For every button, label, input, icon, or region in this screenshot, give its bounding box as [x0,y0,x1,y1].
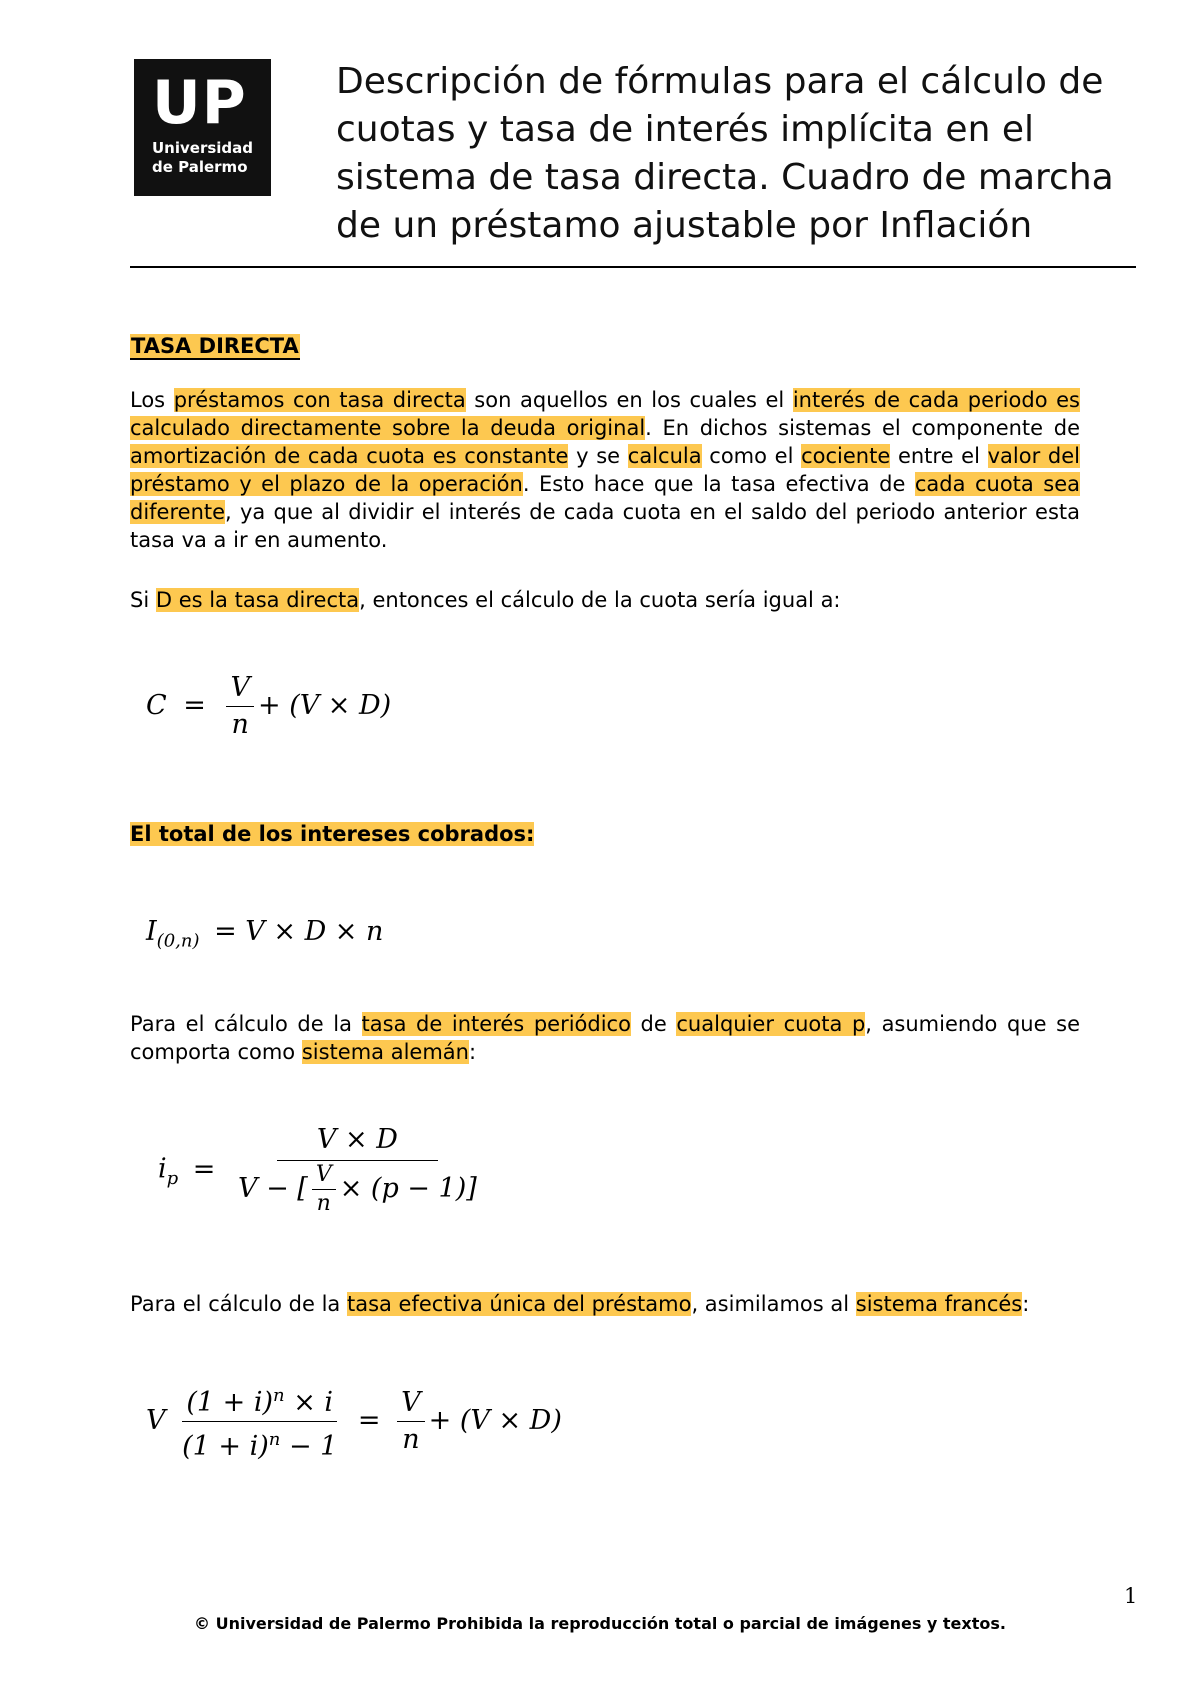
formula-total-interest: $I_{(0,n)} = V \times D \times n$ [146,916,384,952]
copyright-footer: © Universidad de Palermo Prohibida la reproducción total o parcial de imágenes y textos. [194,1614,1006,1633]
formula-effective-rate: V $\frac{(1 + i)^n \times i}{(1 + i)^n - 1}$ = $\frac{V}{n}$ + (V × D) [146,1380,562,1463]
logo-initials: UP [152,68,247,138]
university-logo [134,59,271,196]
paragraph-definition: Los préstamos con tasa directa son aquellos en los cuales el interés de cada periodo es calculado directamente sobre la deuda original. En dichos sistemas el componente de amortización de cada cuota es constante y se calcula como el cociente entre el valor del préstamo y el plazo de la operación. Esto hace que la tasa efectiva de cada cuota sea diferente, ya que al dividir el interés de cada cuota en el saldo del periodo anterior esta tasa va a ir en aumento. [130,388,1081,552]
document-title: Descripción de fórmulas para el cálculo de cuotas y tasa de interés implícita en el sistema de tasa directa. Cuadro de marcha de un préstamo ajustable por Inflación [336,61,1114,246]
title-divider [130,266,1136,268]
formula-periodic-rate: $i_p$ = V × D V − [ $\frac{V}{n}$ × (p − 1)] [158,1124,477,1216]
page-number: 1 [1124,1584,1138,1608]
logo-name: Universidad de Palermo [152,139,254,176]
paragraph-periodic-rate: Para el cálculo de la tasa de interés periódico de cualquier cuota p, asumiendo que se comporta como sistema alemán: [130,1012,1080,1064]
paragraph-total-interest: El total de los intereses cobrados: [130,822,535,846]
formula-installment: C = $\frac{V}{n}$ + (V × D) [146,672,392,740]
section-heading: TASA DIRECTA [131,334,299,358]
paragraph-direct-rate: Si D es la tasa directa, entonces el cálculo de la cuota sería igual a: [130,588,841,612]
paragraph-effective-rate: Para el cálculo de la tasa efectiva única del préstamo, asimilamos al sistema francés: [130,1292,1030,1316]
